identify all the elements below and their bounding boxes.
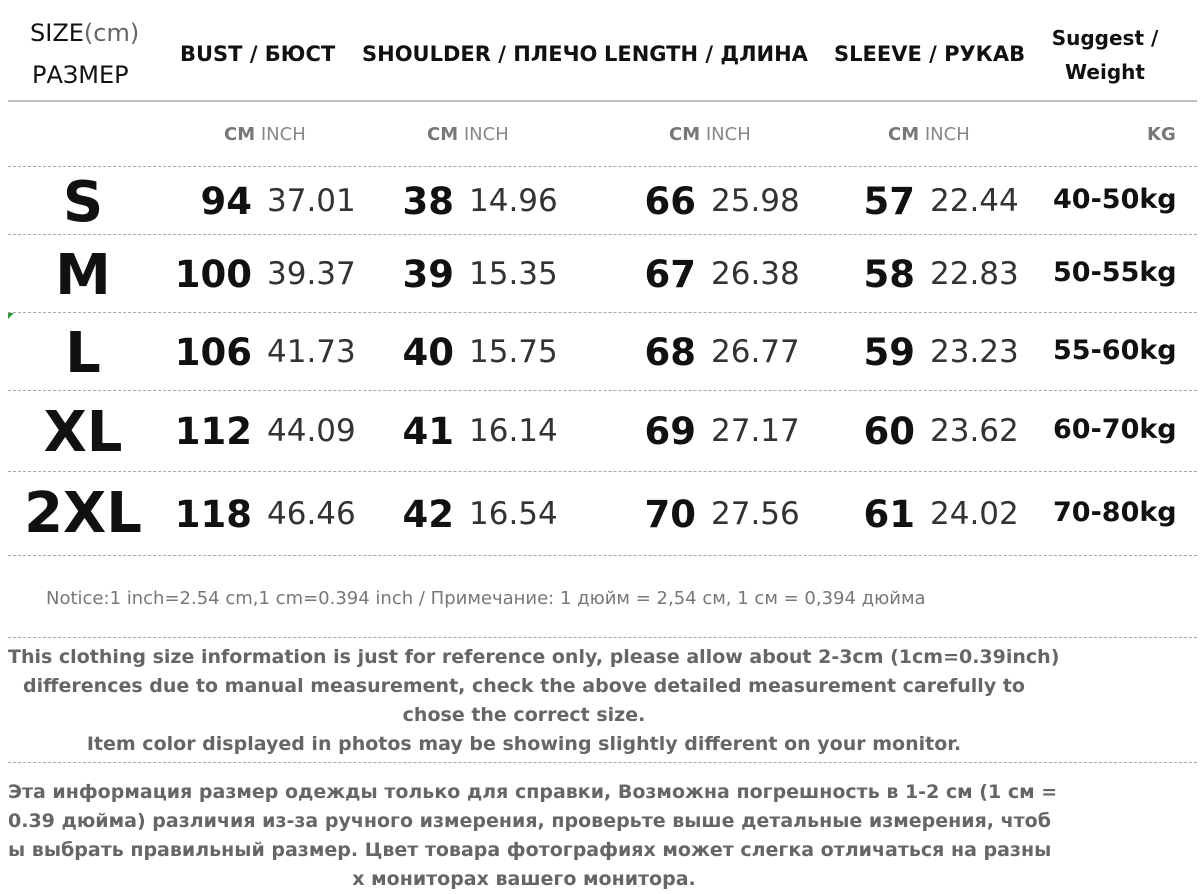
size-label: S <box>62 170 104 235</box>
bust-cm: 118 <box>174 493 252 536</box>
disclaimer-ru-line: 0.39 дюйма) различия из-за ручного измерения, проверьте выше детальные измерения, чтоб <box>8 810 1051 832</box>
bust-units <box>224 124 306 145</box>
length-inch: 26.77 <box>711 334 800 370</box>
shoulder-cm: 40 <box>402 331 454 374</box>
sleeve-cm: 57 <box>863 180 915 223</box>
length-inch: 27.17 <box>711 413 800 449</box>
weight-range: 50-55kg <box>1053 257 1177 288</box>
shoulder-unit-inch: INCH <box>463 124 509 145</box>
bust-unit-cm: CM <box>224 124 256 145</box>
length-inch: 25.98 <box>711 183 800 219</box>
corner-mark <box>8 313 14 319</box>
sleeve-inch: 23.23 <box>930 334 1019 370</box>
conversion-notice: Notice:1 inch=2.54 cm,1 cm=0.394 inch / Примечание: 1 дюйм = 2,54 см, 1 см = 0,394 дюйма <box>46 588 926 609</box>
sleeve-inch: 24.02 <box>930 496 1019 532</box>
length-cm: 70 <box>644 493 696 536</box>
disclaimer-ru-line: х мониторах вашего монитора. <box>352 868 696 890</box>
bust-unit-inch: INCH <box>260 124 306 145</box>
length-cm: 67 <box>644 253 696 296</box>
bust-cm: 112 <box>174 410 252 453</box>
size-header-ru: РАЗМЕР <box>32 61 129 89</box>
sleeve-inch: 22.44 <box>930 183 1019 219</box>
shoulder-inch: 15.75 <box>469 334 558 370</box>
disclaimer-ru-line: ы выбрать правильный размер. Цвет товара фотографиях может слегка отличаться на разны <box>8 839 1052 861</box>
section-divider <box>8 762 1197 763</box>
disclaimer-en-line: differences due to manual measurement, check the above detailed measurement carefully to <box>23 675 1025 697</box>
bust-inch: 46.46 <box>267 496 356 532</box>
bust-cm: 94 <box>200 180 252 223</box>
weight-header-line1: Suggest / <box>1051 26 1159 50</box>
sleeve-cm: 61 <box>863 493 915 536</box>
sleeve-cm: 59 <box>863 331 915 374</box>
row-divider <box>8 471 1197 472</box>
length-cm: 66 <box>644 180 696 223</box>
length-inch: 26.38 <box>711 256 800 292</box>
header-divider <box>8 100 1197 102</box>
weight-unit: KG <box>1147 124 1176 145</box>
shoulder-header: SHOULDER / ПЛЕЧО <box>362 42 598 66</box>
shoulder-inch: 16.54 <box>469 496 558 532</box>
shoulder-units <box>427 124 509 145</box>
size-header-label: SIZE <box>30 19 84 47</box>
sleeve-unit-cm: CM <box>888 124 920 145</box>
sleeve-cm: 58 <box>863 253 915 296</box>
bust-inch: 41.73 <box>267 334 356 370</box>
length-unit-cm: CM <box>669 124 701 145</box>
shoulder-unit-cm: CM <box>427 124 459 145</box>
shoulder-cm: 39 <box>402 253 454 296</box>
length-inch: 27.56 <box>711 496 800 532</box>
disclaimer-en-line: Item color displayed in photos may be showing slightly different on your monitor. <box>86 733 962 755</box>
length-cm: 69 <box>644 410 696 453</box>
bust-inch: 37.01 <box>267 183 356 219</box>
weight-range: 55-60kg <box>1053 335 1177 366</box>
row-divider <box>8 555 1197 556</box>
weight-range: 60-70kg <box>1053 414 1177 445</box>
bust-header: BUST / БЮСТ <box>180 42 336 66</box>
weight-range: 40-50kg <box>1053 184 1177 215</box>
section-divider <box>8 637 1197 638</box>
length-header: LENGTH / ДЛИНА <box>604 42 808 66</box>
size-header <box>30 19 139 47</box>
sleeve-cm: 60 <box>863 410 915 453</box>
bust-inch: 44.09 <box>267 413 356 449</box>
weight-range: 70-80kg <box>1053 497 1177 528</box>
size-label: 2XL <box>24 481 142 546</box>
size-label: XL <box>43 400 123 465</box>
length-cm: 68 <box>644 331 696 374</box>
shoulder-inch: 16.14 <box>469 413 558 449</box>
shoulder-cm: 38 <box>402 180 454 223</box>
sleeve-units <box>888 124 970 145</box>
sleeve-inch: 23.62 <box>930 413 1019 449</box>
size-label: L <box>65 321 101 386</box>
bust-inch: 39.37 <box>267 256 356 292</box>
disclaimer-ru-line: Эта информация размер одежды только для справки, Возможна погрешность в 1-2 см (1 см = <box>8 781 1058 803</box>
row-divider <box>8 166 1197 167</box>
sleeve-header: SLEEVE / РУКАВ <box>834 42 1026 66</box>
sleeve-unit-inch: INCH <box>924 124 970 145</box>
size-label: M <box>55 243 111 308</box>
length-units <box>669 124 751 145</box>
disclaimer-en-line: This clothing size information is just for reference only, please allow about 2-3cm (1cm=0.39inch) <box>8 646 1060 668</box>
bust-cm: 106 <box>174 331 252 374</box>
shoulder-inch: 14.96 <box>469 183 558 219</box>
sleeve-inch: 22.83 <box>930 256 1019 292</box>
length-unit-inch: INCH <box>705 124 751 145</box>
row-divider <box>8 312 1197 313</box>
shoulder-inch: 15.35 <box>469 256 558 292</box>
disclaimer-en-line: chose the correct size. <box>402 704 646 726</box>
row-divider <box>8 234 1197 235</box>
row-divider <box>8 390 1197 391</box>
bust-cm: 100 <box>174 253 252 296</box>
size-header-unit: (cm) <box>83 19 140 47</box>
shoulder-cm: 41 <box>402 410 454 453</box>
shoulder-cm: 42 <box>402 493 454 536</box>
weight-header-line2: Weight <box>1065 60 1145 84</box>
